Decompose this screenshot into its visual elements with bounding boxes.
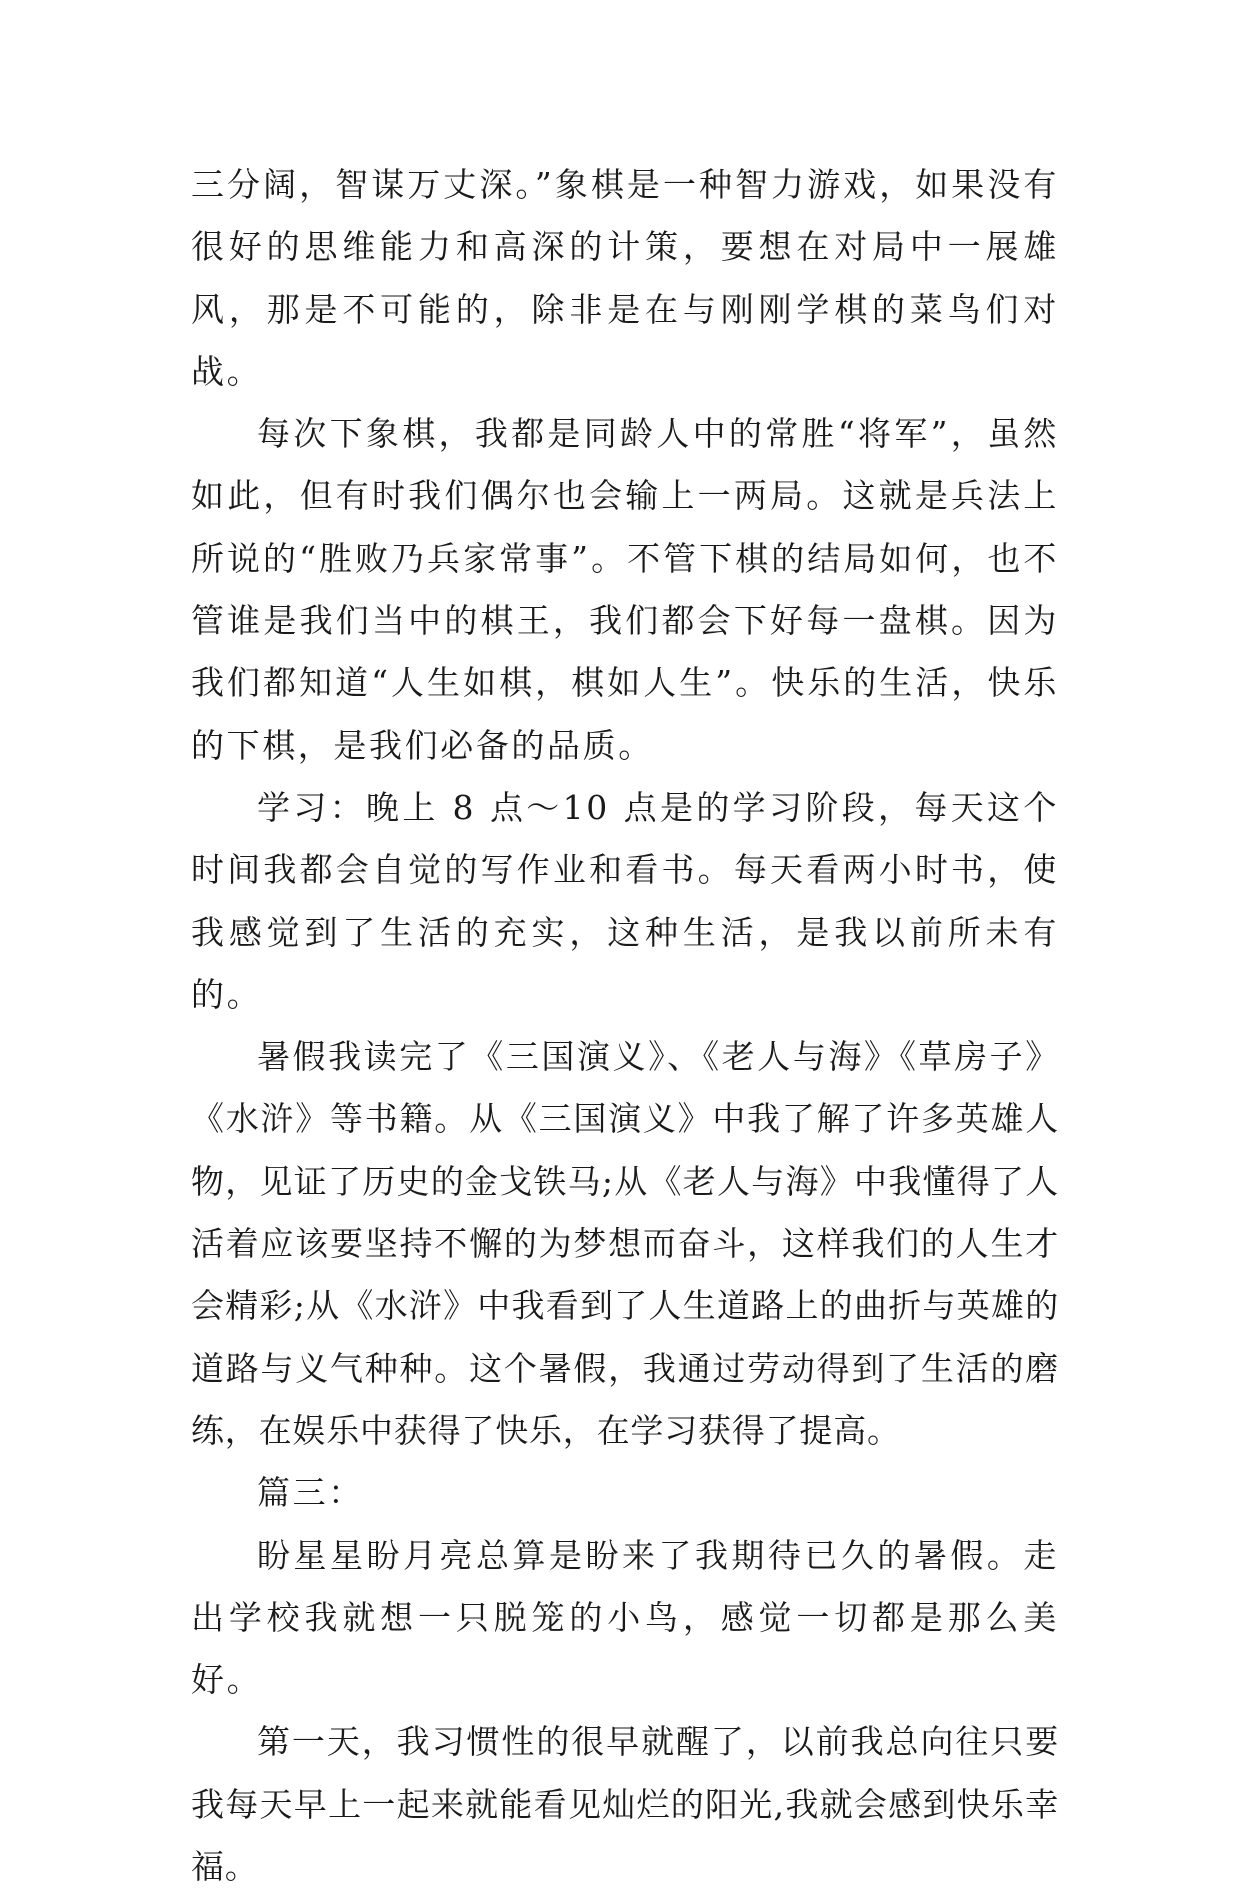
paragraph-chess-strategy: 三分阔，智谋万丈深。”象棋是一种智力游戏，如果没有很好的思维能力和高深的计策，要想在对局中一展雄风，那是不可能的，除非是在与刚刚学棋的菜鸟们对战。 [191,165,1059,391]
section-heading-part-three: 篇三： [257,1473,364,1513]
paragraph-first-day: 第一天，我习惯性的很早就醒了，以前我总向往只要我每天早上一起来就能看见灿烂的阳光,我就会感到快乐幸福。 [191,1722,1059,1887]
paragraph-summer-reading: 暑假我读完了《三国演义》、《老人与海》《草房子》《水浒》等书籍。从《三国演义》中我了解了许多英雄人物，见证了历史的金戈铁马;从《老人与海》中我懂得了人活着应该要坚持不懈的为梦想而奋斗，这样我们的人生才会精彩;从《水浒》中我看到了人生道路上的曲折与英雄的道路与义气种种。这个暑假，我通过劳动得到了生活的磨练，在娱乐中获得了快乐，在学习获得了提高。 [191,1037,1059,1450]
paragraph-summer-arrives: 盼星星盼月亮总算是盼来了我期待已久的暑假。走出学校我就想一只脱笼的小鸟，感觉一切都是那么美好。 [191,1535,1059,1700]
document-body [191,154,1059,1898]
paragraph-study-time: 学习：晚上 8 点～10 点是的学习阶段，每天这个时间我都会自觉的写作业和看书。每天看两小时书，使我感觉到了生活的充实，这种生活，是我以前所未有的。 [191,787,1059,1014]
paragraph-chess-champion: 每次下象棋，我都是同龄人中的常胜“将军”，虽然如此，但有时我们偶尔也会输上一两局。这就是兵法上所说的“胜败乃兵家常事”。不管下棋的结局如何，也不管谁是我们当中的棋王，我们都会下好每一盘棋。因为我们都知道“人生如棋，棋如人生”。快乐的生活，快乐的下棋，是我们必备的品质。 [191,414,1059,765]
